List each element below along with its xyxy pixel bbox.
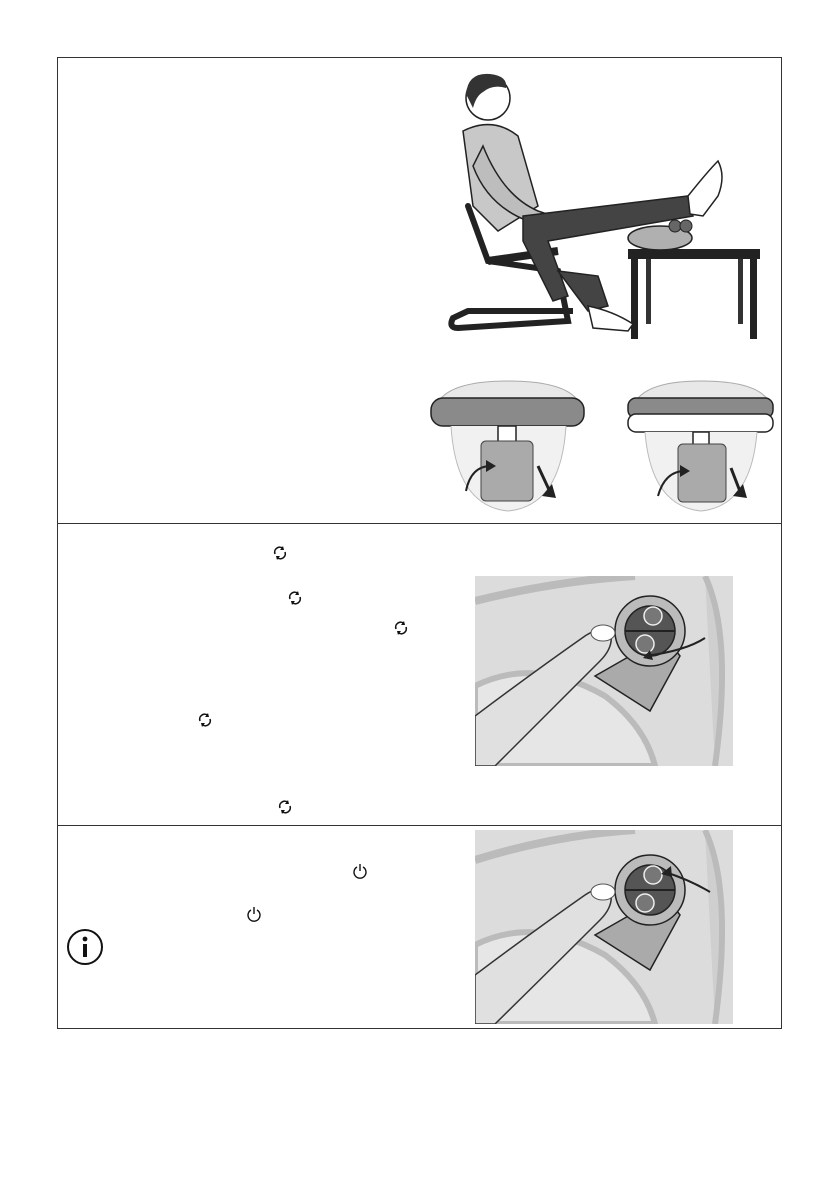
power-icon	[352, 863, 368, 879]
mode-cycle-icon	[272, 545, 288, 561]
massager-tilt-flat-illustration	[426, 376, 591, 516]
info-icon	[66, 928, 104, 966]
manual-page	[57, 57, 782, 1029]
mode-cycle-icon	[393, 620, 409, 636]
finger-pressing-mode-button-illustration	[475, 576, 733, 766]
mode-cycle-icon	[277, 799, 293, 815]
mode-change-section	[58, 524, 781, 826]
massager-tilt-raised-illustration	[623, 376, 778, 516]
positioning-section	[58, 58, 781, 524]
power-icon	[246, 906, 262, 922]
finger-pressing-power-button-illustration	[475, 830, 733, 1024]
power-off-section	[58, 826, 781, 1028]
mode-cycle-icon	[287, 590, 303, 606]
mode-cycle-icon	[197, 712, 213, 728]
person-seated-illustration	[428, 66, 773, 341]
